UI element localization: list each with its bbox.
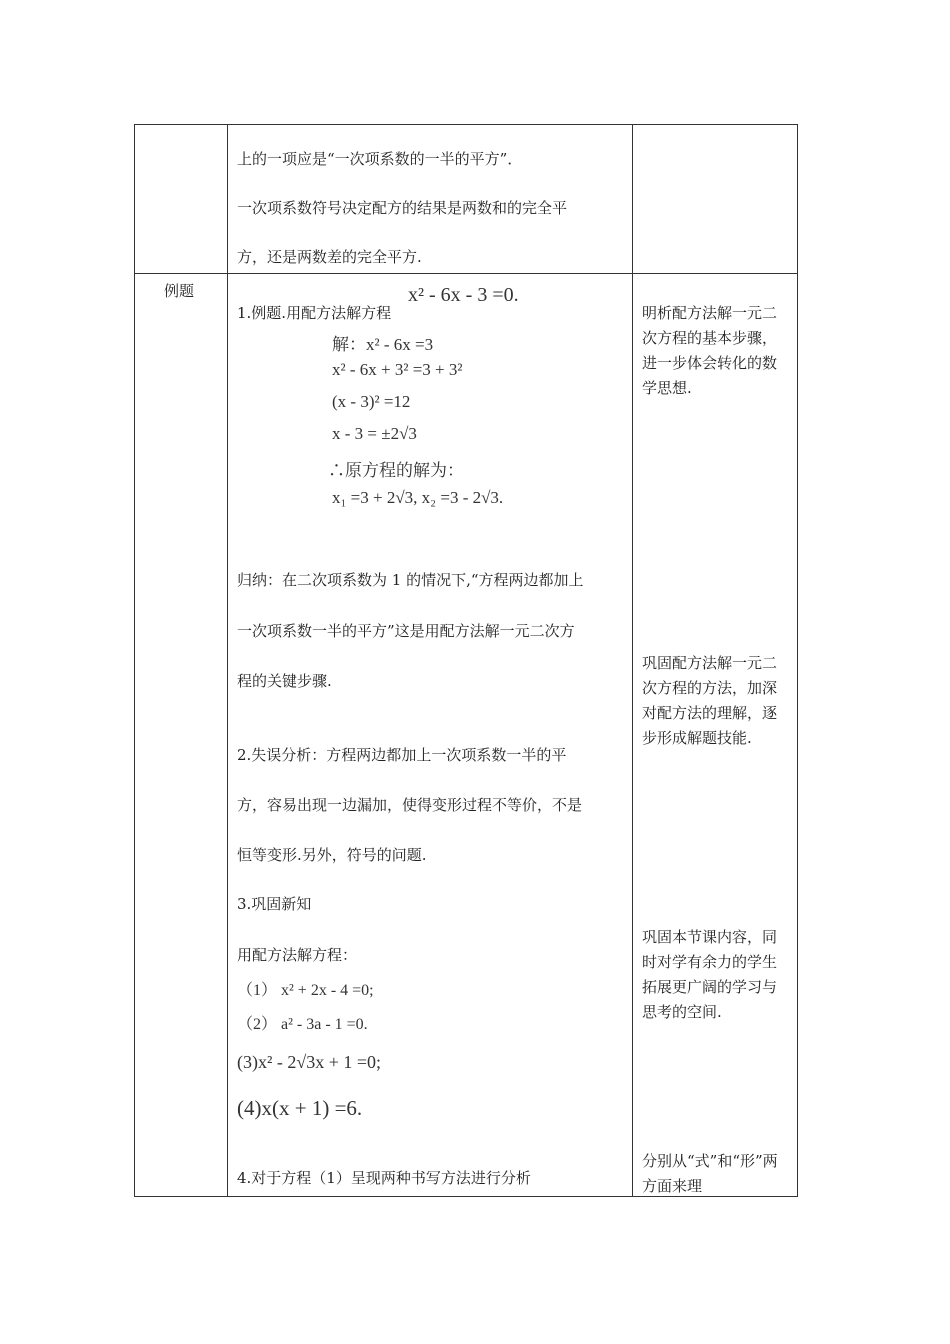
consolidate-title: 3.巩固新知: [237, 895, 312, 913]
example-equation: x² - 6x - 3 =0.: [408, 284, 519, 306]
note-4: 分别从“式”和“形”两方面来理: [642, 1152, 778, 1195]
note-1: 明析配方法解一元二次方程的基本步骤，进一步体会转化的数学思想.: [642, 304, 778, 397]
solution-step-1: 解：x² - 6x =3: [332, 335, 434, 354]
mistake-line3: 恒等变形.另外，符号的问题.: [237, 846, 427, 864]
row1-text-line1: 上的一项应是“一次项系数的一半的平方”．: [237, 150, 523, 168]
mistake-line1: 2.失误分析：方程两边都加上一次项系数一半的平: [237, 746, 567, 764]
row-label-example: 例题: [164, 282, 195, 300]
solution-step-6: x₁ =3 + 2√3, x₂ =3 - 2√3.: [332, 488, 504, 507]
table-left-border: [134, 124, 135, 1197]
exercise-intro: 用配方法解方程：: [237, 946, 358, 964]
row1-text-line3: 方，还是两数差的完全平方.: [237, 248, 422, 266]
exercise-3: (3)x² - 2√3x + 1 =0;: [237, 1052, 382, 1072]
example-title: 1.例题.用配方法解方程: [237, 304, 392, 322]
solution-step-4: x - 3 = ±2√3: [332, 424, 417, 443]
column-divider-2: [632, 124, 633, 1197]
exercise-1: （1） x² + 2x - 4 =0;: [237, 982, 374, 999]
note-3: 巩固本节课内容，同时对学有余力的学生拓展更广阔的学习与思考的空间.: [642, 928, 778, 1021]
solution-step-5: ∴原方程的解为：: [328, 461, 464, 480]
row-divider: [134, 273, 798, 274]
summary-line1: 归纳：在二次项系数为 1 的情况下,“方程两边都加上: [237, 571, 584, 589]
note-2: 巩固配方法解一元二次方程的方法，加深对配方法的理解，逐步形成解题技能.: [642, 654, 778, 747]
table-right-border: [797, 124, 798, 1197]
solution-step-2: x² - 6x + 3² =3 + 3²: [332, 360, 463, 379]
solution-step-3: (x - 3)² =12: [332, 392, 411, 411]
row1-text-line2: 一次项系数符号决定配方的结果是两数和的完全平: [237, 199, 568, 217]
summary-line3: 程的关键步骤.: [237, 672, 332, 690]
exercise-2: （2） a² - 3a - 1 =0.: [237, 1016, 368, 1033]
summary-line2: 一次项系数一半的平方”这是用配方法解一元二次方: [237, 622, 575, 640]
exercise-4: (4)x(x + 1) =6.: [237, 1096, 363, 1120]
column-divider-1: [227, 124, 228, 1197]
item4-text: 4.对于方程（1）呈现两种书写方法进行分析: [237, 1169, 531, 1187]
mistake-line2: 方，容易出现一边漏加，使得变形过程不等价，不是: [237, 796, 583, 814]
table-top-border: [134, 124, 798, 125]
